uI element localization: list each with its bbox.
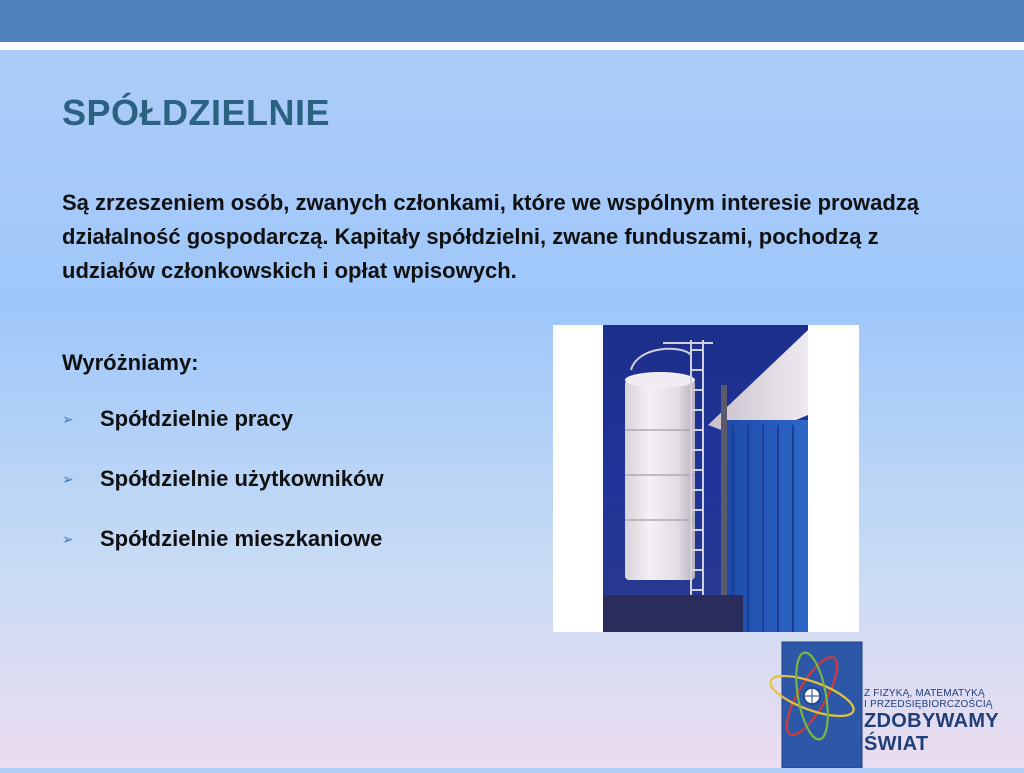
bullet-item xyxy=(62,466,384,526)
arrow-bullet-icon: ➢ xyxy=(62,471,74,487)
bullet-label: Spółdzielnie mieszkaniowe xyxy=(100,526,383,551)
top-divider xyxy=(0,42,1024,50)
silo-photo xyxy=(553,325,859,632)
logo-line-2: I PRZEDSIĘBIORCZOŚCIĄ xyxy=(864,699,993,710)
logo-line-4: ŚWIAT xyxy=(864,733,929,755)
bullet-item xyxy=(62,526,384,586)
silo-photo-illustration xyxy=(553,325,859,632)
bullet-label: Spółdzielnie pracy xyxy=(100,406,294,431)
project-logo xyxy=(770,630,1024,768)
bullet-label: Spółdzielnie użytkowników xyxy=(100,466,384,491)
slide-title: SPÓŁDZIELNIE xyxy=(62,92,331,133)
bullet-list xyxy=(62,406,384,586)
slide-paragraph: Są zrzeszeniem osób, zwanych członkami, które we wspólnym interesie prowadzą działalność gospodarczą. Kapitały spółdzielni, zwane funduszami, pochodzą z udziałów członkowskich i opłat wpisowych. xyxy=(62,190,920,283)
arrow-bullet-icon: ➢ xyxy=(62,411,74,427)
bullet-item xyxy=(62,406,384,466)
logo-line-3: ZDOBYWAMY xyxy=(864,710,999,732)
logo-line-1: Z FIZYKĄ, MATEMATYKĄ xyxy=(864,688,985,699)
logo-text xyxy=(864,688,999,756)
list-lead: Wyróżniamy: xyxy=(62,350,199,375)
arrow-bullet-icon: ➢ xyxy=(62,531,74,547)
top-accent-band xyxy=(0,0,1024,42)
